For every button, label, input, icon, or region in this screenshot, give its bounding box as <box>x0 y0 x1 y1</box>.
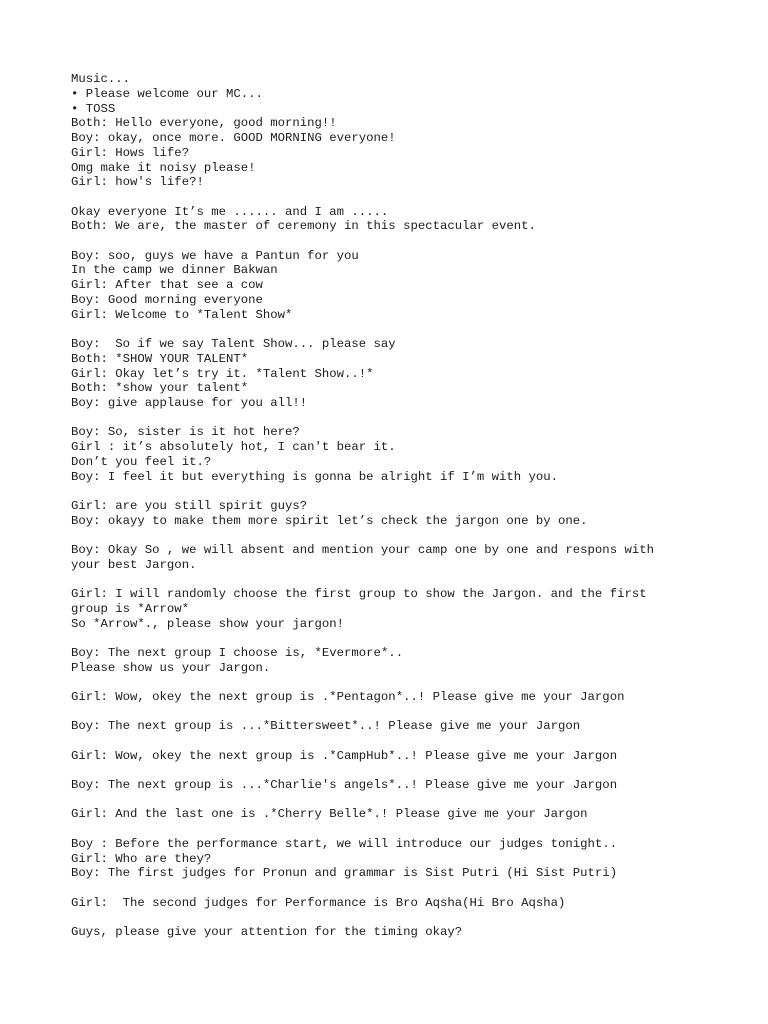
script-line: Girl: Wow, okey the next group is .*Pentagon*..! Please give me your Jargon <box>71 690 625 705</box>
script-line: Boy: The next group is ...*Charlie's angels*..! Please give me your Jargon <box>71 778 618 793</box>
script-paragraph <box>71 749 691 764</box>
script-line: • TOSS <box>71 101 116 116</box>
document-body <box>71 72 691 954</box>
script-line: your best Jargon. <box>71 557 197 572</box>
script-paragraph <box>71 690 691 705</box>
script-paragraph <box>71 807 691 822</box>
script-paragraph <box>71 837 691 881</box>
script-line: Music... <box>71 72 131 86</box>
script-paragraph <box>71 72 691 190</box>
script-line: So *Arrow*., please show your jargon! <box>71 616 345 631</box>
script-paragraph <box>71 425 691 484</box>
script-line: Girl: are you still spirit guys? <box>71 498 308 513</box>
script-line: Boy: The next group I choose is, *Evermore*.. <box>71 646 404 660</box>
script-line: Guys, please give your attention for the timing okay? <box>71 925 463 939</box>
script-paragraph <box>71 896 691 911</box>
script-paragraph <box>71 646 691 676</box>
script-line: Okay everyone It’s me ...... and I am ..... <box>71 204 389 219</box>
script-line: In the camp we dinner Bakwan <box>71 263 278 278</box>
script-line: Boy: I feel it but everything is gonna be alright if I’m with you. <box>71 469 559 484</box>
script-line: Girl: The second judges for Performance is Bro Aqsha(Hi Bro Aqsha) <box>71 895 566 910</box>
script-paragraph <box>71 543 691 573</box>
script-line: Girl: And the last one is .*Cherry Belle*.! Please give me your Jargon <box>71 807 588 822</box>
script-line: Girl: Hows life? <box>71 145 190 160</box>
script-line: Boy: So, sister is it hot here? <box>71 425 300 440</box>
script-paragraph <box>71 778 691 793</box>
script-paragraph <box>71 249 691 323</box>
script-line: Boy: The first judges for Pronun and grammar is Sist Putri (Hi Sist Putri) <box>71 866 618 881</box>
script-paragraph <box>71 337 691 411</box>
script-line: Girl : it’s absolutely hot, I can't bear it. <box>71 440 396 455</box>
script-line: Girl: Welcome to *Talent Show* <box>71 307 293 322</box>
script-line: Boy: soo, guys we have a Pantun for you <box>71 248 359 263</box>
script-line: Boy: okay, once more. GOOD MORNING everyone! <box>71 131 396 145</box>
script-line: Both: *SHOW YOUR TALENT* <box>71 351 249 366</box>
script-paragraph <box>71 587 691 631</box>
script-line: Boy: Okay So , we will absent and mention your camp one by one and respons with <box>71 543 654 558</box>
script-paragraph <box>71 719 691 734</box>
script-line: group is *Arrow* <box>71 601 190 616</box>
script-line: • Please welcome our MC... <box>71 86 263 101</box>
script-line: Boy: The next group is ...*Bittersweet*..! Please give me your Jargon <box>71 719 581 734</box>
script-line: Both: Hello everyone, good morning!! <box>71 116 337 131</box>
script-line: Girl: Wow, okey the next group is .*CampHub*..! Please give me your Jargon <box>71 748 618 763</box>
script-line: Don’t you feel it.? <box>71 454 212 469</box>
script-line: Please show us your Jargon. <box>71 660 271 675</box>
script-line: Boy: So if we say Talent Show... please say <box>71 337 396 352</box>
script-line: Girl: I will randomly choose the first group to show the Jargon. and the first <box>71 587 647 602</box>
script-line: Omg make it noisy please! <box>71 160 256 175</box>
script-line: Girl: After that see a cow <box>71 278 263 293</box>
script-line: Girl: how's life?! <box>71 175 204 190</box>
script-line: Boy: okayy to make them more spirit let’s check the jargon one by one. <box>71 513 588 528</box>
script-paragraph <box>71 205 691 235</box>
script-line: Both: We are, the master of ceremony in this spectacular event. <box>71 219 536 234</box>
script-line: Both: *show your talent* <box>71 381 249 396</box>
script-line: Boy: give applause for you all!! <box>71 396 308 411</box>
script-line: Girl: Okay let’s try it. *Talent Show..!* <box>71 366 374 381</box>
script-line: Girl: Who are they? <box>71 851 212 866</box>
script-paragraph <box>71 499 691 529</box>
script-line: Boy: Good morning everyone <box>71 292 263 307</box>
script-paragraph <box>71 925 691 940</box>
script-line: Boy : Before the performance start, we will introduce our judges tonight.. <box>71 836 618 851</box>
